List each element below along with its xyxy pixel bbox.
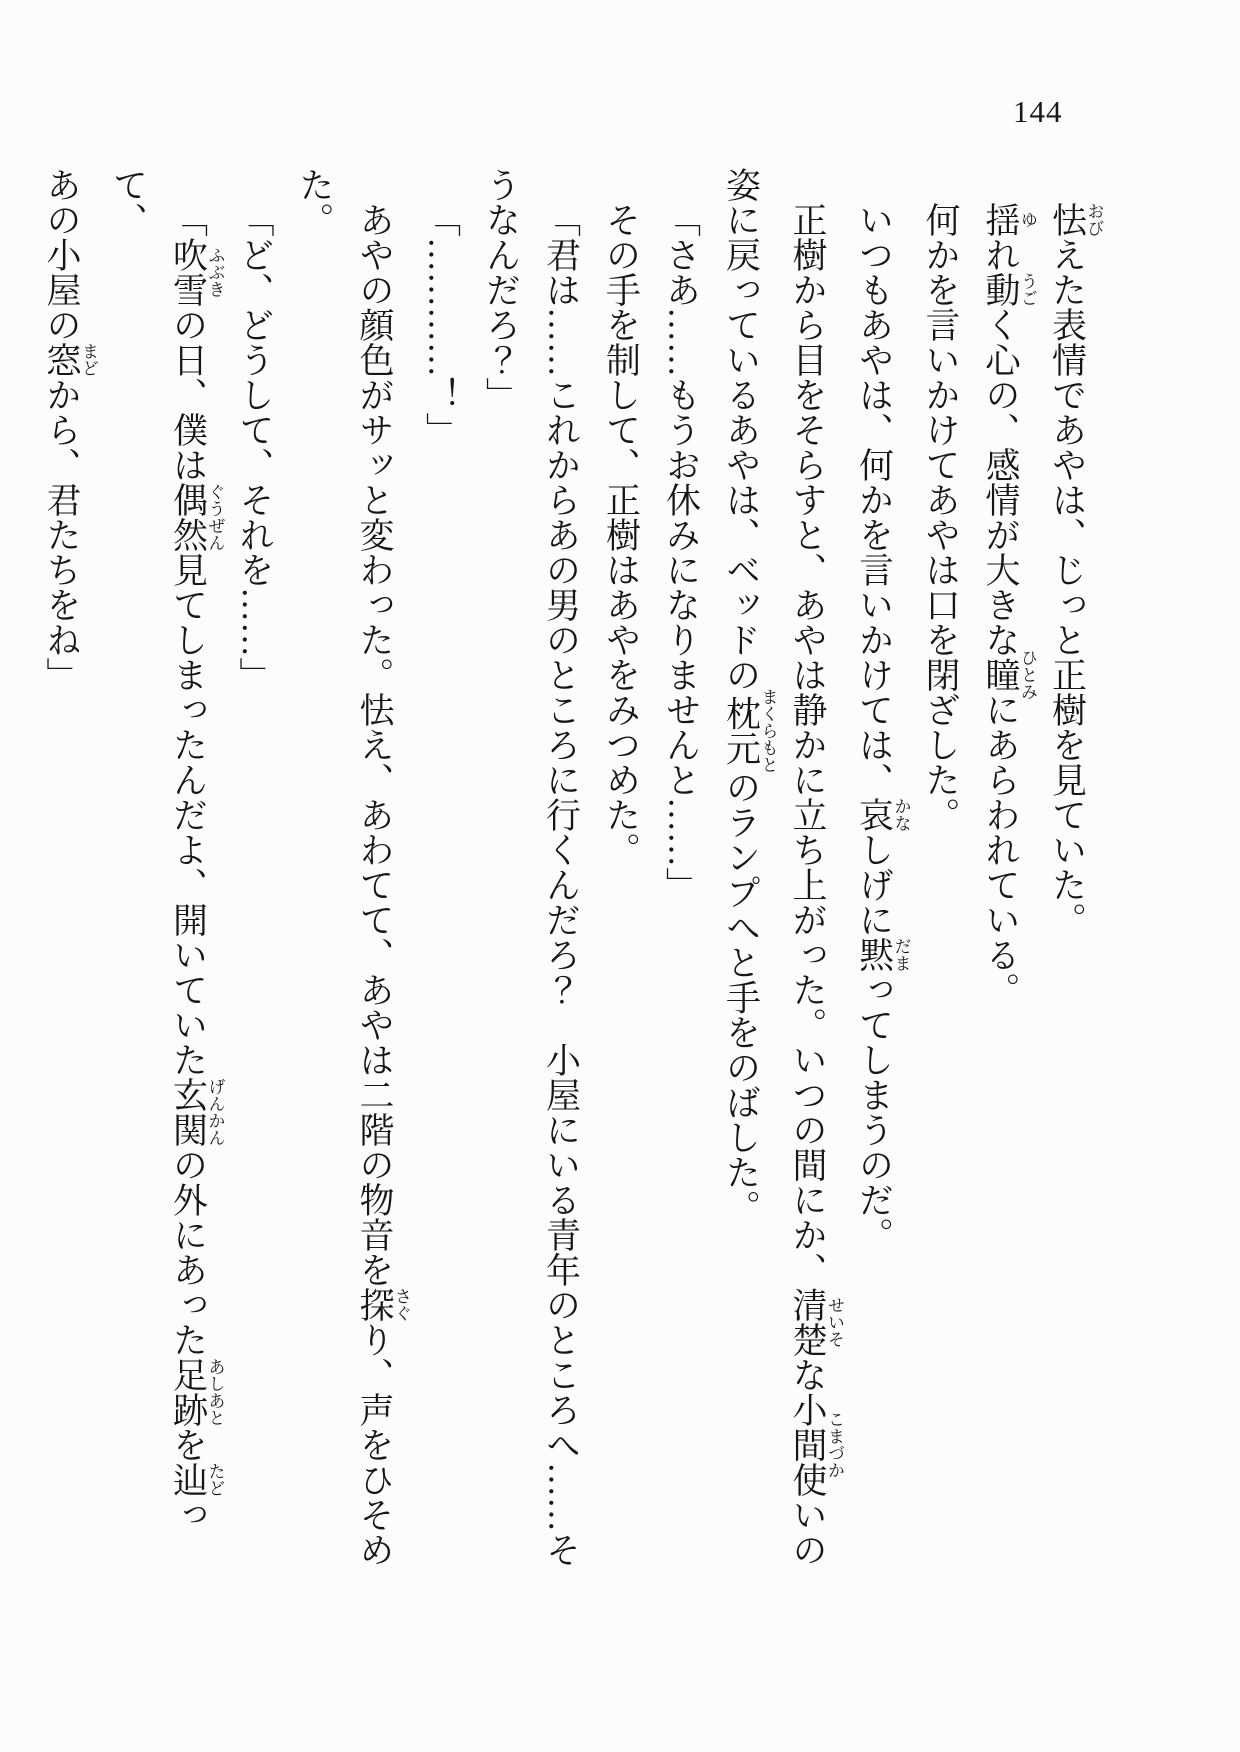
furigana: うご [1018, 272, 1037, 307]
ruby-annotated-word: 枕元まくらもと [721, 688, 778, 774]
page-number: 144 [1013, 94, 1063, 129]
furigana: まど [79, 342, 98, 377]
text-line: 揺ゆれ動うごく心の、感情が大きな瞳ひとみにあらわれている。 [981, 202, 1037, 1007]
furigana: おび [1084, 202, 1104, 237]
ruby-annotated-word: 辿たど [168, 1462, 225, 1497]
furigana: たど [205, 1462, 225, 1497]
text-line: 「吹雪ふぶきの日、僕は偶然ぐうぜん見てしまったんだよ、開いていた玄関げんかんの外にあった足跡あしあとを辿たどって、 [108, 167, 225, 1532]
text-block [31, 167, 1103, 1587]
text-line: あの小屋の窓まどから、君たちをね」 [42, 167, 98, 692]
text-line: た。 [295, 167, 334, 237]
text-line: うなんだろ？」 [481, 167, 521, 412]
ruby-annotated-word: 窓まど [42, 342, 98, 377]
ruby-annotated-word: 動うご [981, 272, 1037, 307]
ruby-annotated-word: 清楚せいそ [788, 1287, 844, 1357]
furigana: さぐ [392, 1287, 411, 1322]
text-line: 「さあ……もうお休みになりませんと……」 [661, 202, 701, 902]
furigana: ふぶき [205, 237, 225, 307]
text-line: いつもあやは、何かを言いかけては、哀かなしげに黙だまってしまうのだ。 [854, 202, 911, 1252]
text-line: 姿に戻っているあやは、ベッドの枕元まくらもとのランプへと手をのばした。 [721, 167, 778, 1225]
text-line: あやの顔色がサッと変わった。怯え、あわてて、あやは二階の物音を探さぐり、声をひそめ [355, 202, 411, 1567]
ruby-annotated-word: 瞳ひとみ [981, 649, 1037, 700]
text-line: その手を制して、正樹はあやをみつめた。 [601, 202, 641, 867]
furigana: まくらもと [758, 688, 778, 774]
furigana: ぐうぜん [205, 482, 225, 552]
ruby-annotated-word: 探さぐ [355, 1287, 411, 1322]
furigana: げんかん [205, 1077, 225, 1147]
ruby-annotated-word: 偶然ぐうぜん [168, 482, 225, 552]
text-line: 何かを言いかけてあやは口を閉ざした。 [921, 202, 960, 832]
furigana: かな [891, 797, 911, 832]
text-line: 「…………！」 [421, 202, 461, 447]
text-line: 「君は……これからあの男のところに行くんだろ？ 小屋にいる青年のところへ……そ [541, 202, 581, 1567]
ruby-annotated-word: 玄関げんかん [168, 1077, 225, 1147]
furigana: せいそ [825, 1287, 844, 1357]
ruby-annotated-word: 哀かな [854, 797, 911, 832]
furigana: ゆ [1018, 202, 1037, 237]
text-line: 「ど、どうして、それを……」 [235, 202, 274, 692]
furigana: こまづか [825, 1392, 844, 1497]
ruby-annotated-word: 足跡あしあと [168, 1357, 225, 1427]
furigana: ひとみ [1018, 649, 1037, 700]
ruby-annotated-word: 揺ゆ [981, 202, 1037, 237]
ruby-annotated-word: 黙だま [854, 937, 911, 972]
furigana: あしあと [205, 1357, 225, 1427]
furigana: だま [891, 937, 911, 972]
ruby-annotated-word: 小間使こまづか [788, 1392, 844, 1497]
text-line: 怯おびえた表情であやは、じっと正樹を見ていた。 [1047, 202, 1104, 937]
text-line: 正樹から目をそらすと、あやは静かに立ち上がった。いつの間にか、清楚せいそな小間使こまづかいの [788, 202, 844, 1567]
ruby-annotated-word: 怯おび [1047, 202, 1104, 237]
ruby-annotated-word: 吹雪ふぶき [168, 237, 225, 307]
